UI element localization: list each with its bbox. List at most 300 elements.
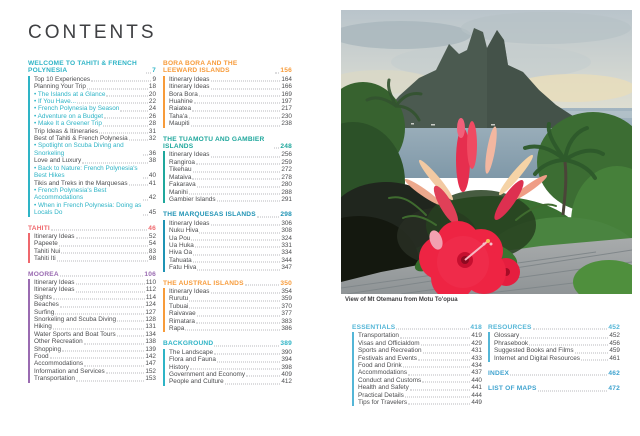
toc-entry-list: [28, 233, 156, 263]
entry-page-number: 434: [471, 362, 482, 370]
toc-column-resources: [488, 324, 620, 401]
entry-page-number: 164: [281, 75, 292, 83]
entry-label: • French Polynesia by Season: [34, 105, 120, 113]
entry-page-number: 278: [281, 173, 292, 181]
toc-entry: [34, 368, 156, 375]
entry-label: • Spotlight on Scuba Diving and Snorkeling: [34, 142, 124, 157]
toc-entry: [34, 187, 156, 202]
entry-page-number: 390: [281, 348, 292, 356]
toc-entry: [169, 159, 292, 166]
dotted-leader: [143, 199, 148, 200]
entry-page-number: 449: [471, 399, 482, 407]
dotted-leader: [99, 133, 148, 134]
toc-entry: [169, 235, 292, 242]
entry-page-number: 354: [281, 287, 292, 295]
entry-page-number: 112: [145, 286, 156, 294]
entry-label: Glossary: [494, 332, 520, 340]
toc-entry: [169, 264, 292, 271]
toc-entry: [34, 294, 156, 301]
entry-page-number: 28: [148, 120, 156, 128]
dotted-leader: [510, 375, 607, 376]
dotted-leader: [87, 88, 148, 89]
dotted-leader: [143, 177, 148, 178]
dotted-leader: [143, 214, 148, 215]
toc-entry: [34, 98, 156, 105]
entry-label: • If You Have...: [34, 98, 77, 106]
toc-entry: [34, 360, 156, 367]
dotted-leader: [422, 382, 470, 383]
entry-label: Tikis and Treks in the Marquesas: [34, 179, 128, 187]
section-page-number: 452: [608, 324, 620, 331]
toc-section-heading: [163, 280, 292, 287]
toc-entry: [34, 120, 156, 127]
entry-label: Rurutu: [169, 295, 189, 303]
entry-page-number: 441: [471, 384, 482, 392]
dotted-leader: [189, 308, 280, 309]
entry-page-number: 142: [145, 353, 156, 361]
section-page-number: 389: [280, 340, 292, 348]
entry-page-number: 308: [281, 227, 292, 235]
entry-label: Rimatara: [169, 317, 195, 325]
entry-label: Taha'a: [169, 112, 188, 120]
entry-page-number: 452: [609, 332, 620, 340]
dotted-leader: [57, 260, 148, 261]
toc-entry: [169, 378, 292, 385]
toc-entry: [34, 323, 156, 330]
entry-page-number: 31: [148, 127, 156, 135]
entry-page-number: 280: [281, 181, 292, 189]
entry-label: • When in French Polynesia: Doing as Locals Do: [34, 201, 142, 217]
entry-label: Raiatea: [169, 105, 192, 113]
entry-label: Flora and Fauna: [169, 356, 216, 364]
dotted-leader: [103, 125, 148, 126]
entry-label: The Landscape: [169, 348, 214, 356]
toc-entry: [34, 338, 156, 345]
entry-page-number: 437: [471, 369, 482, 377]
entry-label: Itinerary Ideas: [169, 287, 210, 295]
toc-entry: [34, 346, 156, 353]
toc-entry: [34, 286, 156, 293]
entry-label: Itinerary Ideas: [34, 286, 75, 294]
dotted-leader: [77, 103, 148, 104]
entry-page-number: 429: [471, 339, 482, 347]
entry-page-number: 26: [148, 112, 156, 120]
toc-entry-list: [352, 332, 482, 406]
toc-entry: [34, 91, 156, 98]
entry-label: Tips for Travelers: [358, 399, 408, 407]
toc-entry-list: [163, 76, 292, 128]
dotted-leader: [192, 110, 280, 111]
toc-entry: [34, 202, 156, 217]
toc-entry: [169, 288, 292, 295]
dotted-leader: [211, 81, 281, 82]
toc-entry: [34, 331, 156, 338]
entry-label: • French Polynesia's Best Accommodations: [34, 186, 107, 202]
entry-page-number: 370: [281, 302, 292, 310]
dotted-leader: [423, 352, 471, 353]
entry-label: Shopping: [34, 345, 62, 353]
entry-label: Rangiroa: [169, 158, 195, 166]
toc-entry: [169, 105, 292, 112]
entry-label: Fakarava: [169, 181, 196, 189]
entry-page-number: 238: [281, 120, 292, 128]
entry-label: Hiva Oa: [169, 249, 193, 257]
dotted-leader: [538, 390, 608, 391]
entry-label: Trip Ideas & Itineraries: [34, 127, 99, 135]
entry-page-number: 42: [148, 194, 156, 202]
entry-page-number: 259: [281, 158, 292, 166]
entry-page-number: 124: [145, 301, 156, 309]
dotted-leader: [189, 300, 280, 301]
toc-entry: [34, 248, 156, 255]
toc-entry: [34, 301, 156, 308]
dotted-leader: [225, 383, 281, 384]
dotted-leader: [214, 354, 280, 355]
toc-entry: [34, 83, 156, 90]
entry-label: Mataiva: [169, 173, 192, 181]
section-title: BORA BORA AND THE LEEWARD ISLANDS: [163, 60, 238, 75]
entry-page-number: 20: [148, 90, 156, 98]
entry-label: Tubuai: [169, 302, 189, 310]
toc-entry: [169, 166, 292, 173]
toc-entry: [169, 364, 292, 371]
entry-label: • The Islands at a Glance: [34, 90, 106, 98]
entry-label: Itinerary Ideas: [34, 278, 75, 286]
toc-entry: [494, 340, 620, 347]
dotted-leader: [53, 299, 145, 300]
entry-label: Top 10 Experiences: [34, 75, 91, 83]
entry-page-number: 45: [148, 209, 156, 217]
toc-entry: [358, 392, 482, 399]
dotted-leader: [146, 72, 151, 73]
dotted-leader: [189, 118, 281, 119]
toc-entry: [34, 157, 156, 164]
dotted-leader: [529, 345, 608, 346]
toc-section: [163, 280, 292, 333]
section-title: MOOREA: [28, 270, 59, 278]
dotted-leader: [106, 96, 147, 97]
entry-label: Papeete: [34, 240, 58, 248]
entry-page-number: 288: [281, 188, 292, 196]
toc-entry: [169, 242, 292, 249]
entry-page-number: 83: [148, 247, 156, 255]
toc-section-heading: [28, 60, 156, 75]
section-page-number: 350: [280, 279, 292, 287]
entry-label: • Back to Nature: French Polynesia's Best Hikes: [34, 164, 138, 180]
entry-label: Transportation: [358, 332, 399, 340]
entry-label: Itinerary Ideas: [34, 232, 75, 240]
dotted-leader: [275, 72, 280, 73]
dotted-leader: [246, 376, 280, 377]
toc-entry: [34, 353, 156, 360]
entry-page-number: 409: [281, 371, 292, 379]
dotted-leader: [84, 343, 145, 344]
entry-label: Practical Details: [358, 391, 404, 399]
entry-label: Health and Safety: [358, 384, 409, 392]
dotted-leader: [192, 179, 280, 180]
entry-label: Phrasebook: [494, 339, 529, 347]
entry-page-number: 444: [471, 391, 482, 399]
toc-section-heading: [163, 136, 292, 151]
entry-label: Itinerary Ideas: [169, 219, 210, 227]
toc-entry: [169, 83, 292, 90]
toc-section-heading: [163, 340, 292, 347]
section-title: LIST OF MAPS: [488, 385, 537, 393]
toc-section: [163, 60, 292, 128]
toc-entry: [169, 257, 292, 264]
toc-entry: [34, 113, 156, 120]
section-page-number: 472: [608, 385, 620, 393]
entry-page-number: 394: [281, 356, 292, 364]
entry-page-number: 197: [281, 98, 292, 106]
toc-section: [163, 136, 292, 204]
entry-label: Accommodations: [358, 369, 408, 377]
toc-entry: [169, 98, 292, 105]
dotted-leader: [76, 284, 145, 285]
entry-page-number: 324: [281, 234, 292, 242]
section-title: THE AUSTRAL ISLANDS: [163, 279, 244, 287]
entry-page-number: 138: [145, 338, 156, 346]
toc-entry: [169, 151, 292, 158]
dotted-leader: [274, 148, 279, 149]
section-title: BACKGROUND: [163, 340, 214, 348]
entry-page-number: 166: [281, 83, 292, 91]
entry-label: Ua Pou: [169, 234, 191, 242]
entry-label: Sports and Recreation: [358, 347, 422, 355]
dotted-leader: [410, 389, 471, 390]
entry-page-number: 398: [281, 363, 292, 371]
entry-label: • Adventure on a Budget: [34, 112, 104, 120]
dotted-leader: [211, 293, 281, 294]
dotted-leader: [408, 374, 470, 375]
dotted-leader: [396, 329, 469, 330]
entry-label: Rapa: [169, 325, 185, 332]
dotted-leader: [82, 162, 148, 163]
dotted-leader: [190, 369, 280, 370]
section-page-number: 156: [280, 67, 292, 75]
entry-page-number: 41: [148, 179, 156, 187]
toc-entry: [34, 375, 156, 382]
toc-entry: [169, 91, 292, 98]
toc-entry: [34, 76, 156, 83]
dotted-leader: [193, 262, 281, 263]
entry-label: Information and Services: [34, 367, 105, 375]
toc-section: [488, 385, 620, 392]
dotted-leader: [421, 345, 471, 346]
entry-label: Manihi: [169, 188, 188, 196]
entry-page-number: 54: [148, 240, 156, 248]
toc-section-heading: [488, 324, 620, 331]
dotted-leader: [117, 336, 145, 337]
toc-entry: [358, 369, 482, 376]
section-title: TAHITI: [28, 224, 50, 232]
dotted-leader: [76, 238, 148, 239]
toc-section: [352, 324, 482, 406]
entry-label: Gambier Islands: [169, 195, 216, 203]
entry-page-number: 128: [145, 316, 156, 323]
dotted-leader: [55, 314, 144, 315]
entry-page-number: 331: [281, 241, 292, 249]
toc-entry: [358, 377, 482, 384]
entry-page-number: 98: [148, 255, 156, 263]
entry-page-number: 9: [152, 75, 156, 83]
entry-page-number: 127: [145, 308, 156, 316]
dotted-leader: [197, 186, 281, 187]
toc-column-1: [28, 60, 156, 391]
toc-entry: [169, 227, 292, 234]
entry-label: Suggested Books and Films: [494, 347, 574, 355]
section-title: WELCOME TO TAHITI & FRENCH POLYNESIA: [28, 60, 137, 75]
entry-page-number: 131: [145, 323, 156, 331]
dotted-leader: [199, 96, 281, 97]
page-title: CONTENTS: [28, 22, 157, 43]
toc-entry: [358, 384, 482, 391]
entry-label: Food: [34, 353, 49, 361]
entry-page-number: 461: [609, 354, 620, 362]
toc-section-heading: [352, 324, 482, 331]
entry-page-number: 22: [148, 98, 156, 106]
entry-page-number: 230: [281, 112, 292, 120]
entry-page-number: 256: [281, 151, 292, 159]
entry-page-number: 291: [281, 195, 292, 203]
dotted-leader: [76, 380, 144, 381]
toc-entry: [358, 355, 482, 362]
entry-label: Huahine: [169, 98, 193, 106]
entry-page-number: 152: [145, 367, 156, 375]
section-title: THE MARQUESAS ISLANDS: [163, 211, 256, 219]
entry-label: Planning Your Trip: [34, 83, 86, 91]
dotted-leader: [60, 275, 144, 276]
entry-page-number: 110: [145, 278, 156, 286]
toc-entry: [169, 318, 292, 325]
toc-entry: [169, 310, 292, 317]
toc-entry-list: [163, 220, 292, 272]
entry-page-number: 38: [148, 157, 156, 165]
entry-label: Tahuata: [169, 256, 192, 264]
toc-entry: [169, 120, 292, 127]
dotted-leader: [51, 229, 147, 230]
dotted-leader: [245, 284, 280, 285]
dotted-leader: [533, 329, 608, 330]
dotted-leader: [197, 269, 280, 270]
toc-section: [163, 211, 292, 271]
toc-section-heading: [28, 271, 156, 278]
toc-entry: [494, 332, 620, 339]
toc-entry: [169, 249, 292, 256]
toc-column-2: [163, 60, 292, 394]
entry-page-number: 433: [471, 354, 482, 362]
cloud: [461, 12, 631, 44]
toc-entry: [358, 399, 482, 406]
entry-label: Itinerary Ideas: [169, 151, 210, 159]
toc-entry: [169, 371, 292, 378]
dotted-leader: [189, 193, 281, 194]
entry-label: Ua Huka: [169, 241, 194, 249]
toc-entry: [34, 105, 156, 112]
entry-page-number: 52: [148, 232, 156, 240]
entry-label: Transportation: [34, 375, 75, 383]
entry-label: Bora Bora: [169, 90, 198, 98]
section-page-number: 7: [152, 67, 156, 75]
toc-section-heading: [488, 370, 620, 377]
dotted-leader: [91, 81, 151, 82]
tropical-scene-illustration: [341, 10, 632, 294]
dotted-leader: [60, 306, 144, 307]
entry-label: Tikehau: [169, 166, 192, 174]
toc-entry: [34, 233, 156, 240]
toc-section: [163, 340, 292, 385]
toc-entry: [169, 196, 292, 203]
dotted-leader: [581, 360, 608, 361]
toc-entry: [169, 113, 292, 120]
entry-label: Sights: [34, 293, 52, 301]
entry-label: History: [169, 363, 189, 371]
entry-page-number: 377: [281, 310, 292, 318]
entry-page-number: 147: [145, 360, 156, 368]
entry-label: People and Culture: [169, 378, 224, 386]
entry-page-number: 383: [281, 317, 292, 325]
toc-entry: [169, 325, 292, 332]
entry-label: Maupiti: [169, 120, 190, 128]
dotted-leader: [129, 140, 148, 141]
entry-page-number: 24: [148, 105, 156, 113]
entry-page-number: 139: [145, 345, 156, 353]
section-page-number: 418: [470, 324, 482, 331]
section-page-number: 106: [144, 270, 156, 278]
dotted-leader: [217, 201, 281, 202]
section-title: THE TUAMOTU AND GAMBIER ISLANDS: [163, 135, 265, 151]
toc-entry: [34, 309, 156, 316]
dotted-leader: [193, 171, 281, 172]
dotted-leader: [400, 337, 470, 338]
entry-label: Fatu Hiva: [169, 264, 197, 272]
entry-label: Festivals and Events: [358, 354, 417, 362]
section-title: ESSENTIALS: [352, 324, 396, 331]
dotted-leader: [50, 358, 145, 359]
dotted-leader: [575, 352, 609, 353]
entry-label: Love and Luxury: [34, 157, 82, 165]
dotted-leader: [61, 253, 148, 254]
dotted-leader: [196, 164, 280, 165]
dotted-leader: [197, 315, 281, 316]
photo-mt-otemanu: [341, 10, 632, 294]
section-title: INDEX: [488, 370, 510, 378]
toc-entry-list: [28, 279, 156, 383]
toc-section: [488, 324, 620, 362]
entry-page-number: 36: [148, 149, 156, 157]
toc-entry: [169, 76, 292, 83]
toc-entry: [34, 180, 156, 187]
entry-label: Nuku Hiva: [169, 227, 199, 235]
toc-section-heading: [488, 385, 620, 392]
entry-page-number: 134: [145, 330, 156, 338]
entry-page-number: 344: [281, 256, 292, 264]
toc-entry: [34, 316, 156, 323]
entry-page-number: 412: [281, 378, 292, 386]
dotted-leader: [195, 247, 280, 248]
toc-entry: [34, 240, 156, 247]
section-page-number: 46: [148, 224, 156, 232]
entry-label: Snorkeling and Scuba Diving: [34, 316, 117, 323]
toc-entry-list: [163, 288, 292, 332]
toc-entry: [169, 174, 292, 181]
toc-section-heading: [163, 211, 292, 218]
dotted-leader: [76, 291, 145, 292]
dotted-leader: [520, 337, 608, 338]
toc-section: [28, 60, 156, 217]
entry-label: Raivavae: [169, 310, 196, 318]
toc-section: [28, 271, 156, 383]
